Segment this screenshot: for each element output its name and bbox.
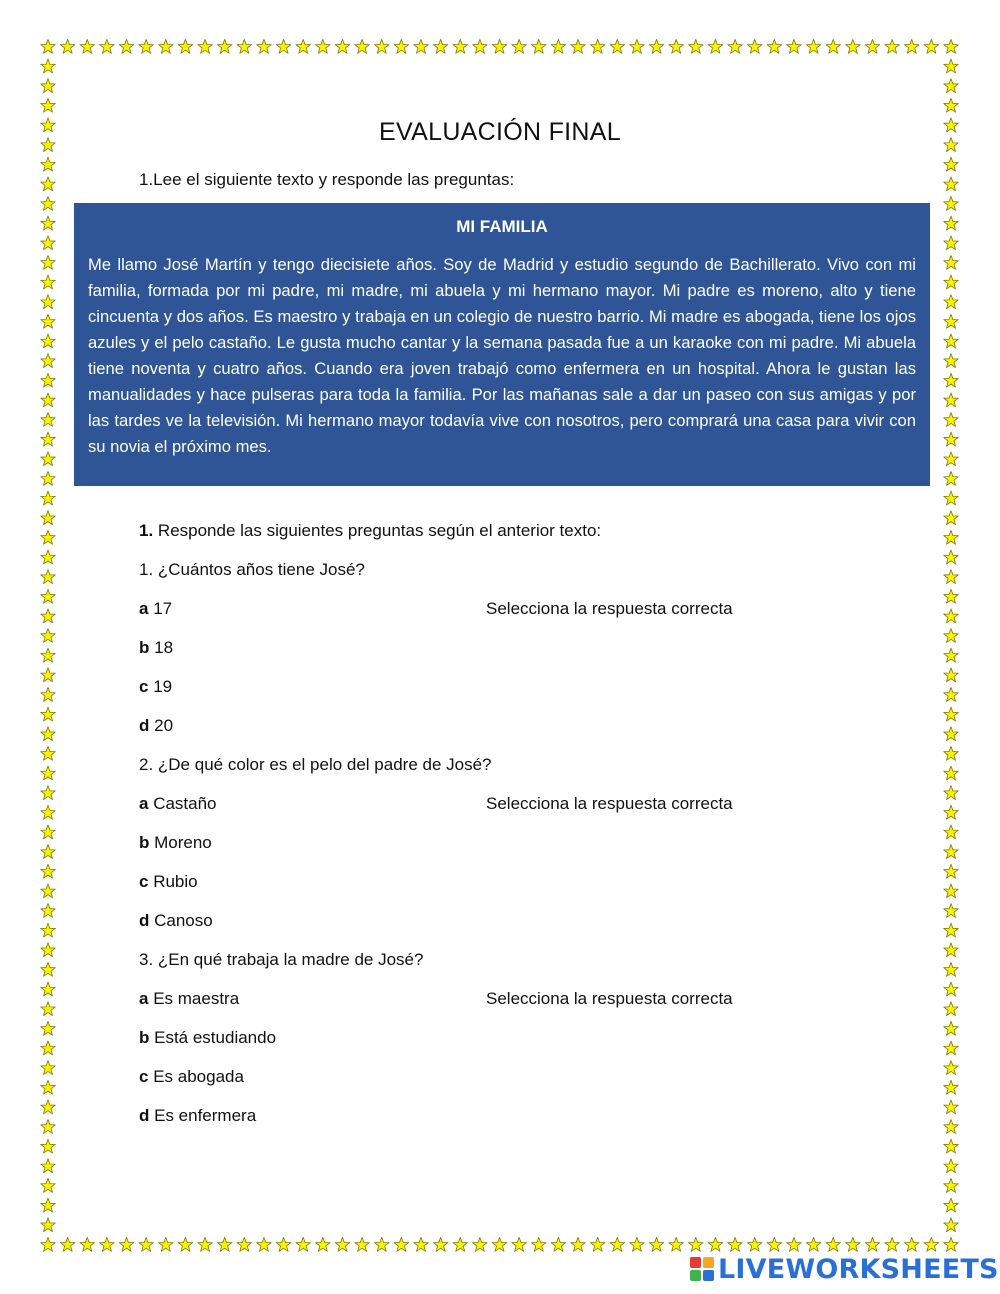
option-letter: b — [139, 833, 150, 852]
star-icon — [41, 1021, 56, 1035]
star-icon — [41, 39, 56, 53]
star-icon — [944, 79, 959, 93]
star-icon — [41, 412, 56, 426]
star-icon — [41, 786, 56, 800]
star-icon — [100, 1237, 115, 1251]
star-icon — [590, 1237, 605, 1251]
star-icon — [433, 39, 448, 53]
option-a[interactable] — [139, 986, 899, 1025]
star-icon — [708, 39, 723, 53]
star-icon — [41, 982, 56, 996]
star-icon — [944, 570, 959, 584]
star-icon — [649, 39, 664, 53]
option-c[interactable] — [139, 1064, 899, 1103]
star-icon — [41, 452, 56, 466]
star-icon — [944, 1021, 959, 1035]
star-icon — [924, 39, 939, 53]
star-icon — [865, 39, 880, 53]
option-text: Es abogada — [148, 1067, 244, 1086]
star-icon — [944, 766, 959, 780]
star-icon — [355, 1237, 370, 1251]
star-icon — [41, 1159, 56, 1173]
star-icon — [944, 923, 959, 937]
star-icon — [826, 1237, 841, 1251]
star-icon — [139, 1237, 154, 1251]
star-icon — [806, 1237, 821, 1251]
option-letter: a — [139, 599, 149, 618]
star-icon — [41, 1198, 56, 1212]
star-icon — [944, 393, 959, 407]
option-a[interactable] — [139, 791, 899, 830]
option-text: 20 — [149, 716, 174, 735]
option-letter: a — [139, 989, 149, 1008]
star-icon — [689, 39, 704, 53]
star-icon — [551, 1237, 566, 1251]
section-heading — [139, 518, 899, 557]
star-icon — [41, 1100, 56, 1114]
star-icon — [904, 1237, 919, 1251]
question-prompt: 2. ¿De qué color es el pelo del padre de José? — [139, 755, 492, 774]
option-letter: c — [139, 1067, 149, 1086]
star-icon — [531, 39, 546, 53]
star-icon — [944, 354, 959, 368]
star-icon — [41, 1041, 56, 1055]
star-icon — [492, 39, 507, 53]
star-icon — [41, 334, 56, 348]
option-letter: c — [139, 872, 149, 891]
star-icon — [944, 1061, 959, 1075]
star-icon — [41, 393, 56, 407]
star-icon — [944, 432, 959, 446]
star-icon — [198, 1237, 213, 1251]
star-icon — [944, 196, 959, 210]
star-icon — [60, 39, 75, 53]
question-1 — [139, 557, 899, 752]
star-icon — [198, 39, 213, 53]
star-icon — [41, 845, 56, 859]
question-prompt: 1. ¿Cuántos años tiene José? — [139, 560, 365, 579]
star-icon — [885, 39, 900, 53]
star-icon — [747, 39, 762, 53]
star-icon — [944, 864, 959, 878]
star-icon — [316, 39, 331, 53]
option-a[interactable] — [139, 596, 899, 635]
star-icon — [846, 1237, 861, 1251]
star-icon — [41, 884, 56, 898]
star-icon — [41, 766, 56, 780]
star-icon — [944, 609, 959, 623]
star-icon — [944, 255, 959, 269]
instruction-text: 1.Lee el siguiente texto y responde las preguntas: — [139, 170, 515, 189]
star-icon — [944, 314, 959, 328]
star-icon — [767, 39, 782, 53]
star-icon — [944, 707, 959, 721]
star-icon — [41, 354, 56, 368]
star-icon — [649, 1237, 664, 1251]
star-icon — [944, 530, 959, 544]
star-icon — [41, 1120, 56, 1134]
star-icon — [944, 452, 959, 466]
star-icon — [944, 1178, 959, 1192]
star-icon — [944, 471, 959, 485]
star-icon — [41, 570, 56, 584]
star-icon — [335, 39, 350, 53]
star-icon — [41, 1218, 56, 1232]
star-icon — [590, 39, 605, 53]
liveworksheets-logo-text: LIVEWORKSHEETS — [718, 1253, 999, 1285]
star-icon — [453, 1237, 468, 1251]
star-icon — [944, 157, 959, 171]
star-icon — [374, 39, 389, 53]
star-icon — [41, 511, 56, 525]
option-d[interactable] — [139, 713, 899, 752]
star-icon — [944, 884, 959, 898]
star-icon — [944, 1002, 959, 1016]
star-icon — [394, 39, 409, 53]
star-icon — [178, 39, 193, 53]
section-heading-text: Responde las siguientes preguntas según el anterior texto: — [153, 521, 602, 540]
star-icon — [571, 1237, 586, 1251]
star-icon — [414, 1237, 429, 1251]
star-icon — [728, 1237, 743, 1251]
star-icon — [41, 1061, 56, 1075]
star-icon — [355, 39, 370, 53]
star-icon — [41, 746, 56, 760]
option-text: 18 — [149, 638, 174, 657]
story-title: MI FAMILIA — [456, 217, 548, 236]
star-icon — [41, 216, 56, 230]
answer-select-hint[interactable]: Selecciona la respuesta correcta — [486, 989, 733, 1008]
star-icon — [904, 39, 919, 53]
star-icon — [257, 39, 272, 53]
star-icon — [512, 1237, 527, 1251]
star-icon — [296, 39, 311, 53]
star-icon — [512, 39, 527, 53]
question-prompt: 3. ¿En qué trabaja la madre de José? — [139, 950, 424, 969]
story-text: Me llamo José Martín y tengo diecisiete años. Soy de Madrid y estudio segundo de Bachillerato. Vivo con mi familia, formada por mi padre, mi madre, mi abuela y mi hermano mayor. Mi padre es moreno, alto y tiene cincuenta y dos años. Es maestro y trabaja en un colegio de nuestro barrio. Mi madre es abogada, tiene los ojos azules y el pelo castaño. Le gusta mucho cantar y la semana pasada fue a un karaoke con mi padre. Mi abuela tiene noventa y cuatro años. Cuando era joven trabajó como enfermera en un hospital. Ahora le gustan las manualidades y hace pulseras para toda la familia. Por las mañanas sale a dar un paseo con sus amigas y por las tardes ve la televisión. Mi hermano mayor todavía vive con nosotros, pero comprará una casa para vivir con su novia el próximo mes. — [88, 255, 916, 456]
star-icon — [41, 550, 56, 564]
star-icon — [885, 1237, 900, 1251]
star-icon — [689, 1237, 704, 1251]
star-icon — [944, 275, 959, 289]
option-letter: d — [139, 911, 150, 930]
star-icon — [531, 1237, 546, 1251]
star-icon — [944, 786, 959, 800]
star-icon — [178, 1237, 193, 1251]
star-icon — [747, 1237, 762, 1251]
option-text: 17 — [148, 599, 173, 618]
option-text: Está estudiando — [149, 1028, 277, 1047]
section-number: 1. — [139, 521, 154, 540]
star-icon — [41, 668, 56, 682]
option-text: Rubio — [148, 872, 198, 891]
star-icon — [41, 609, 56, 623]
option-letter: c — [139, 677, 149, 696]
star-icon — [41, 236, 56, 250]
star-icon — [119, 39, 134, 53]
option-text: Es enfermera — [149, 1106, 257, 1125]
star-icon — [237, 1237, 252, 1251]
star-icon — [374, 1237, 389, 1251]
star-icon — [257, 1237, 272, 1251]
star-icon — [41, 255, 56, 269]
star-icon — [41, 1080, 56, 1094]
star-icon — [335, 1237, 350, 1251]
star-icon — [630, 1237, 645, 1251]
star-icon — [944, 1080, 959, 1094]
star-icon — [944, 825, 959, 839]
star-icon — [944, 373, 959, 387]
option-b[interactable] — [139, 830, 899, 869]
star-icon — [944, 962, 959, 976]
star-icon — [41, 157, 56, 171]
star-icon — [944, 334, 959, 348]
star-icon — [316, 1237, 331, 1251]
star-icon — [119, 1237, 134, 1251]
star-icon — [944, 1041, 959, 1055]
star-icon — [41, 196, 56, 210]
star-icon — [41, 825, 56, 839]
option-c[interactable] — [139, 674, 899, 713]
star-icon — [492, 1237, 507, 1251]
page-title: EVALUACIÓN FINAL — [379, 118, 621, 146]
star-icon — [41, 1178, 56, 1192]
story-box — [74, 203, 930, 486]
star-icon — [630, 39, 645, 53]
star-icon — [41, 314, 56, 328]
star-icon — [944, 59, 959, 73]
star-icon — [944, 727, 959, 741]
star-icon — [944, 1237, 959, 1251]
star-icon — [433, 1237, 448, 1251]
option-b[interactable] — [139, 635, 899, 674]
star-icon — [41, 177, 56, 191]
star-icon — [41, 79, 56, 93]
star-icon — [924, 1237, 939, 1251]
star-icon — [41, 373, 56, 387]
star-icon — [41, 530, 56, 544]
star-icon — [944, 216, 959, 230]
star-icon — [944, 746, 959, 760]
star-icon — [944, 943, 959, 957]
star-icon — [944, 903, 959, 917]
star-icon — [944, 1100, 959, 1114]
star-icon — [826, 39, 841, 53]
star-icon — [473, 1237, 488, 1251]
star-icon — [944, 550, 959, 564]
option-letter: b — [139, 1028, 150, 1047]
star-icon — [944, 629, 959, 643]
star-icon — [610, 39, 625, 53]
star-icon — [944, 511, 959, 525]
star-icon — [237, 39, 252, 53]
star-icon — [944, 589, 959, 603]
option-letter: b — [139, 638, 150, 657]
option-c[interactable] — [139, 869, 899, 908]
star-icon — [473, 39, 488, 53]
option-d[interactable] — [139, 1103, 899, 1142]
star-icon — [571, 39, 586, 53]
star-icon — [944, 491, 959, 505]
star-icon — [100, 39, 115, 53]
option-text: 19 — [148, 677, 173, 696]
star-icon — [41, 727, 56, 741]
star-icon — [944, 177, 959, 191]
star-icon — [610, 1237, 625, 1251]
star-icon — [41, 471, 56, 485]
star-icon — [41, 943, 56, 957]
star-icon — [80, 1237, 95, 1251]
option-text: Canoso — [149, 911, 213, 930]
star-icon — [669, 1237, 684, 1251]
questions-area — [139, 518, 899, 1142]
option-letter: d — [139, 1106, 150, 1125]
option-text: Es maestra — [148, 989, 240, 1008]
star-icon — [41, 1139, 56, 1153]
star-icon — [944, 1120, 959, 1134]
star-icon — [217, 39, 232, 53]
star-icon — [41, 687, 56, 701]
star-icon — [41, 864, 56, 878]
star-icon — [944, 668, 959, 682]
option-text: Moreno — [149, 833, 212, 852]
star-icon — [41, 1002, 56, 1016]
star-icon — [158, 39, 173, 53]
star-icon — [944, 845, 959, 859]
star-icon — [296, 1237, 311, 1251]
star-icon — [551, 39, 566, 53]
star-icon — [41, 491, 56, 505]
star-icon — [41, 923, 56, 937]
star-icon — [41, 589, 56, 603]
star-icon — [41, 962, 56, 976]
star-icon — [944, 1139, 959, 1153]
star-icon — [944, 412, 959, 426]
answer-select-hint[interactable]: Selecciona la respuesta correcta — [486, 599, 733, 618]
star-icon — [276, 39, 291, 53]
star-icon — [217, 1237, 232, 1251]
star-icon — [41, 59, 56, 73]
star-icon — [944, 98, 959, 112]
star-icon — [453, 39, 468, 53]
star-icon — [41, 629, 56, 643]
star-icon — [276, 1237, 291, 1251]
star-icon — [41, 707, 56, 721]
star-icon — [787, 39, 802, 53]
question-3 — [139, 947, 899, 1142]
star-icon — [80, 39, 95, 53]
star-icon — [767, 1237, 782, 1251]
answer-select-hint[interactable]: Selecciona la respuesta correcta — [486, 794, 733, 813]
star-icon — [41, 1237, 56, 1251]
option-d[interactable] — [139, 908, 899, 947]
option-text: Castaño — [148, 794, 217, 813]
star-icon — [158, 1237, 173, 1251]
option-letter: d — [139, 716, 150, 735]
star-icon — [944, 805, 959, 819]
option-b[interactable] — [139, 1025, 899, 1064]
star-icon — [60, 1237, 75, 1251]
star-icon — [41, 295, 56, 309]
star-icon — [41, 903, 56, 917]
star-icon — [944, 295, 959, 309]
star-icon — [944, 1198, 959, 1212]
star-icon — [944, 687, 959, 701]
star-icon — [944, 648, 959, 662]
star-icon — [944, 236, 959, 250]
option-letter: a — [139, 794, 149, 813]
question-2 — [139, 752, 899, 947]
liveworksheets-logo-icon — [690, 1257, 714, 1281]
star-icon — [394, 1237, 409, 1251]
liveworksheets-logo[interactable] — [690, 1254, 999, 1284]
star-icon — [41, 805, 56, 819]
star-icon — [806, 39, 821, 53]
star-icon — [944, 1159, 959, 1173]
star-icon — [944, 1218, 959, 1232]
star-icon — [846, 39, 861, 53]
star-icon — [944, 982, 959, 996]
star-icon — [41, 648, 56, 662]
star-icon — [139, 39, 154, 53]
star-icon — [414, 39, 429, 53]
star-icon — [41, 275, 56, 289]
star-icon — [669, 39, 684, 53]
star-icon — [728, 39, 743, 53]
star-icon — [41, 432, 56, 446]
star-icon — [865, 1237, 880, 1251]
star-icon — [708, 1237, 723, 1251]
star-icon — [41, 98, 56, 112]
star-icon — [787, 1237, 802, 1251]
star-icon — [944, 39, 959, 53]
